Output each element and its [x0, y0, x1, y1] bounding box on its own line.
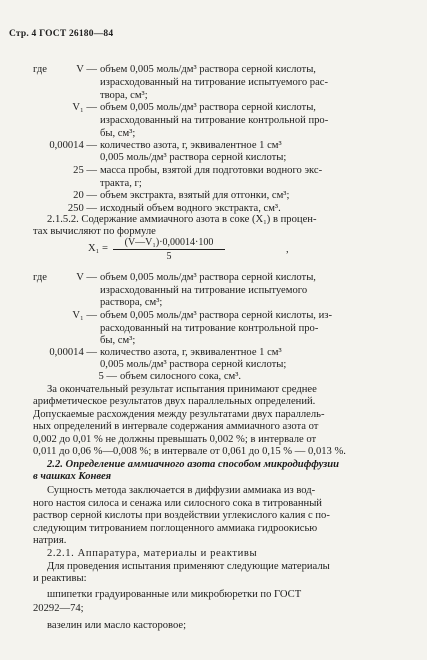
var-desc-line: израсходованный на титрование контрольной про- [100, 115, 329, 126]
var-desc-line: тракта, г; [100, 178, 142, 189]
where-label-1: где [33, 64, 47, 75]
where-label-2: где [33, 272, 47, 283]
list-item: вазелин или масло касторовое; [47, 620, 187, 631]
var-symbol: V₁ — [72, 102, 97, 113]
var-desc-line: количество азота, г, эквивалентное 1 см³ [100, 347, 282, 358]
paragraph-line: следующим титрованием поглощенного аммиака гидроокисью [33, 523, 318, 534]
formula-fraction [113, 237, 225, 262]
paragraph-line: натрия. [33, 535, 67, 546]
var-desc-line: количество азота, г, эквивалентное 1 см³ [100, 140, 282, 151]
var-symbol: 0,00014 — [49, 347, 97, 358]
var-symbol: V — [76, 64, 97, 75]
paragraph-line: арифметическое результатов двух параллельных определений. [33, 396, 316, 407]
paragraph-line: За окончательный результат испытания принимают среднее [47, 384, 317, 395]
var-desc-line: объем 0,005 моль/дм³ раствора серной кислоты, из- [100, 310, 332, 321]
paragraph-line: ного настоя силоса и сенажа или силосного сока в титрованный [33, 498, 322, 509]
page-header: Стр. 4 ГОСТ 26180—84 [9, 29, 114, 39]
var-symbol: 20 — [73, 190, 97, 201]
var-desc-line: бы, см³; [100, 128, 136, 139]
var-desc-line: масса пробы, взятой для подготовки водного экс- [100, 165, 323, 176]
formula-denominator: 5 [166, 251, 172, 262]
var-symbol: 5 — [98, 371, 117, 382]
var-desc-line: объем силосного сока, см³. [120, 371, 242, 382]
var-desc-line: объем 0,005 моль/дм³ раствора серной кислоты, [100, 64, 316, 75]
var-symbol: V — [76, 272, 97, 283]
var-symbol: V₁ — [72, 310, 97, 321]
section-heading: 2.2. Определение аммиачного азота способом микродиффузии [47, 459, 340, 470]
var-desc-line: израсходованный на титрование испытуемого [100, 285, 308, 296]
section-heading: в чашках Конвея [33, 471, 112, 482]
paragraph-line: ных определений в интервале содержания аммиачного азота от [33, 421, 319, 432]
formula-tail: , [286, 244, 289, 255]
var-symbol: 25 — [73, 165, 97, 176]
var-desc-line: твора, см³; [100, 90, 148, 101]
var-desc-line: бы, см³; [100, 335, 136, 346]
var-desc-line: объем 0,005 моль/дм³ раствора серной кислоты, [100, 272, 316, 283]
paragraph-line: и реактивы: [33, 573, 87, 584]
paragraph-line: Для проведения испытания применяют следующие материалы [47, 561, 330, 572]
var-desc-line: 0,005 моль/дм³ раствора серной кислоты; [100, 359, 287, 370]
var-desc-line: объем экстракта, взятый для отгонки, см³; [100, 190, 290, 201]
list-item: 20292—74; [33, 603, 84, 614]
paragraph-line: тах вычисляют по формуле [33, 226, 156, 237]
var-symbol: 250 — [67, 203, 97, 214]
var-symbol: 0,00014 — [49, 140, 97, 151]
formula-numerator: (V—V₁)·0,00014·100 [113, 237, 225, 250]
paragraph-line: 0,011 до 0,06 %—0,008 %; в интервале от 0,061 до 0,15 % — 0,013 %. [33, 446, 346, 457]
list-item: шпипетки градуированные или микробюретки по ГОСТ [47, 589, 302, 600]
var-desc-line: исходный объем водного экстракта, см³. [100, 203, 281, 214]
formula-lhs: X₁ = [88, 243, 108, 254]
var-desc-line: объем 0,005 моль/дм³ раствора серной кислоты, [100, 102, 316, 113]
paragraph-line: Допускаемые расхождения между результатами двух параллель- [33, 409, 325, 420]
paragraph-line: раствор серной кислоты при воздействии углекислого калия с по- [33, 510, 330, 521]
var-desc-line: расходованный на титрование контрольной про- [100, 323, 319, 334]
var-desc-line: 0,005 моль/дм³ раствора серной кислоты; [100, 152, 287, 163]
paragraph-line: 2.1.5.2. Содержание аммиачного азота в соке (X₁) в процен- [47, 214, 317, 225]
var-desc-line: раствора, см³; [100, 297, 163, 308]
paragraph-line: Сущность метода заключается в диффузии аммиака из вод- [47, 485, 316, 496]
subsection-heading: 2.2.1. Аппаратура, материалы и реактивы [47, 548, 258, 559]
paragraph-line: 0,002 до 0,01 % не должны превышать 0,002 %; в интервале от [33, 434, 317, 445]
var-desc-line: израсходованный на титрование испытуемого рас- [100, 77, 329, 88]
